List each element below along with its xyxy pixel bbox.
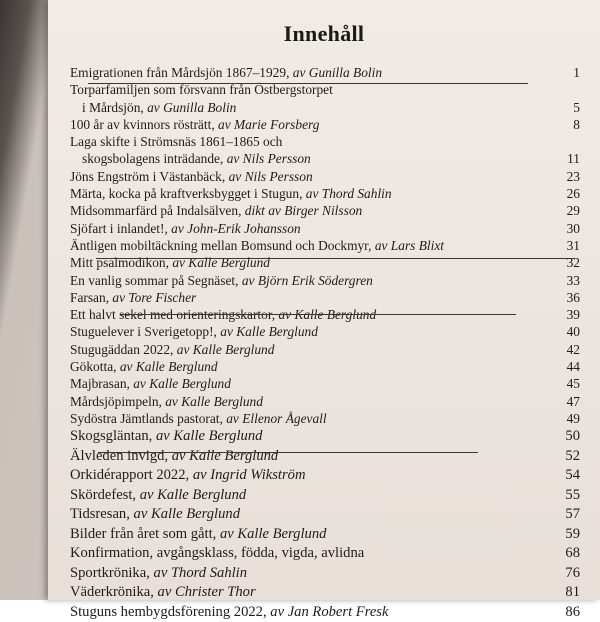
- toc-entry-title-continued: i Mårdsjön,: [82, 99, 144, 115]
- underline-rule: [98, 452, 478, 453]
- toc-entry-title: Sjöfart i inlandet!,: [70, 220, 168, 236]
- toc-entry: [70, 486, 580, 506]
- toc-entry: [70, 341, 580, 358]
- toc-page-number: 59: [565, 525, 580, 542]
- toc-page-number: 47: [566, 393, 580, 409]
- toc-entry-author: av Kalle Berglund: [133, 376, 231, 392]
- toc-page-number: 5: [573, 99, 580, 115]
- toc-page-number: 29: [566, 203, 580, 219]
- toc-entry-title: En vanlig sommar på Segnäset,: [70, 272, 239, 288]
- toc-page-number: 32: [566, 255, 580, 271]
- underline-rule: [88, 83, 528, 84]
- toc-entry: [70, 466, 580, 486]
- toc-entry-author: av Ellenor Ågevall: [226, 410, 327, 426]
- toc-page-number: 54: [565, 467, 580, 484]
- toc-entry: [70, 185, 580, 202]
- toc-entry-title: Orkidérapport 2022,: [70, 467, 190, 484]
- toc-entry: [70, 81, 580, 116]
- toc-entry: [70, 237, 580, 254]
- toc-entry: [70, 410, 580, 427]
- toc-page-number: 1: [573, 65, 580, 80]
- toc-page-number: 23: [566, 168, 580, 184]
- toc-entry-author: av Kalle Berglund: [133, 506, 240, 523]
- toc-entry: [70, 447, 580, 467]
- toc-entry-title: Bilder från året som gått,: [70, 525, 217, 542]
- toc-entry-author: av Kalle Berglund: [219, 525, 327, 542]
- toc-page-number: 31: [566, 237, 580, 253]
- toc-entry-title: Stuguelever i Sverigetopp!,: [70, 324, 217, 340]
- toc-page-number: 68: [565, 545, 580, 562]
- toc-entry-title: Stugugäddan 2022,: [70, 341, 174, 357]
- toc-page-number: 45: [566, 376, 580, 392]
- toc-entry-title: Mårdsjöpimpeln,: [70, 393, 162, 409]
- toc-entry: [70, 272, 580, 289]
- toc-entry-title: Skördefest,: [70, 486, 137, 503]
- toc-entry-author: av John-Erik Johansson: [171, 220, 301, 236]
- toc-entry: [70, 202, 580, 219]
- toc-entry-author: av Christer Thor: [157, 584, 256, 601]
- toc-entry-title: Konfirmation, avgångsklass, födda, vigda, avlidna: [70, 545, 365, 562]
- toc-entry-author: av Nils Persson: [228, 168, 313, 184]
- toc-page-number: 40: [566, 324, 580, 340]
- toc-entry-author: av Kalle Berglund: [278, 307, 377, 323]
- toc-entry: [70, 116, 580, 133]
- toc-page-number: 49: [566, 410, 580, 426]
- toc-entry: [70, 254, 580, 271]
- toc-entry-title: Jöns Engström i Västanbäck,: [70, 168, 226, 184]
- toc-entry-title: Torparfamiljen som försvann från Östbergstorpet: [70, 82, 333, 98]
- toc-entry-author: av Marie Forsberg: [218, 116, 320, 132]
- toc-entry: [70, 603, 580, 622]
- toc-entry-title: Skogsgläntan,: [70, 428, 153, 445]
- toc-entry-title: Ett halvt sekel med orienteringskartor,: [70, 307, 276, 323]
- toc-entry-author: av Nils Persson: [226, 151, 311, 167]
- toc-entry-title: Älvleden invigd,: [70, 447, 169, 464]
- toc-page-number: 86: [565, 603, 580, 620]
- toc-entry-author: av Gunilla Bolin: [292, 65, 383, 80]
- underline-rule: [120, 314, 516, 315]
- toc-entry-author: av Lars Blixt: [374, 237, 444, 253]
- toc-entry-title: Laga skifte i Strömsnäs 1861–1865 och: [70, 134, 283, 150]
- toc-entry-author: av Gunilla Bolin: [147, 99, 237, 115]
- toc-entry-author: av Kalle Berglund: [172, 255, 270, 271]
- toc-entry: [70, 323, 580, 340]
- toc-entry: [70, 393, 580, 410]
- toc-entry-title: Gökotta,: [70, 359, 117, 375]
- toc-entry-author: av Jan Robert Fresk: [270, 603, 389, 620]
- toc-entry: [70, 505, 580, 525]
- toc-entry-author: dikt av Birger Nilsson: [244, 203, 363, 219]
- toc-page-number: 50: [565, 428, 580, 445]
- toc-page-number: 39: [566, 307, 580, 323]
- toc-entry-title: 100 år av kvinnors rösträtt,: [70, 116, 215, 132]
- toc-entry: [70, 375, 580, 392]
- toc-entry-author: av Thord Sahlin: [153, 564, 248, 581]
- book-page: [48, 0, 600, 620]
- toc-page-number: 55: [565, 486, 580, 503]
- toc-entry-author: av Kalle Berglund: [119, 359, 218, 375]
- toc-page-number: 44: [566, 359, 580, 375]
- toc-page-number: 57: [565, 506, 580, 523]
- underline-rule: [96, 258, 574, 259]
- toc-page-number: 76: [565, 564, 580, 581]
- toc-page-number: 42: [566, 341, 580, 357]
- toc-page-number: 11: [567, 151, 580, 167]
- toc-entry: [70, 427, 580, 447]
- toc-page-number: 26: [566, 186, 580, 202]
- toc-entry-author: av Kalle Berglund: [139, 486, 247, 503]
- toc-entry-title: Mitt psalmodikon,: [70, 255, 169, 271]
- toc-entry-author: av Ingrid Wikström: [192, 467, 306, 484]
- toc-entry: [70, 564, 580, 584]
- toc-page-number: 8: [573, 116, 580, 132]
- toc-entry-author: av Kalle Berglund: [155, 428, 263, 445]
- toc-entry-title: Midsommarfärd på Indalsälven,: [70, 203, 242, 219]
- toc-entry-author: av Kalle Berglund: [171, 447, 279, 464]
- toc-page-number: 52: [565, 447, 580, 464]
- page-title: Innehåll: [283, 21, 365, 46]
- toc-page-number: 81: [565, 584, 580, 601]
- toc-entry-title: Stuguns hembygdsförening 2022,: [70, 603, 267, 620]
- table-of-contents: [70, 64, 580, 622]
- toc-entry: [70, 64, 580, 81]
- toc-entry-title-continued: skogsbolagens inträdande,: [82, 151, 224, 167]
- toc-entry-author: av Kalle Berglund: [165, 393, 263, 409]
- toc-entry-author: av Kalle Berglund: [220, 324, 318, 340]
- toc-entry: [70, 168, 580, 185]
- toc-entry: [70, 289, 580, 306]
- toc-entry-title: Farsan,: [70, 289, 110, 305]
- toc-entry-author: av Tore Fischer: [112, 289, 197, 305]
- toc-entry-title: Väderkrönika,: [70, 584, 154, 601]
- toc-entry-title: Äntligen mobiltäckning mellan Bomsund och Dockmyr,: [70, 237, 372, 253]
- toc-entry-continuation: [70, 150, 580, 167]
- toc-entry-title: Tidsresan,: [70, 506, 130, 523]
- toc-page-number: 33: [566, 272, 580, 288]
- toc-page-number: 36: [566, 289, 580, 305]
- toc-entry-author: av Björn Erik Södergren: [241, 272, 373, 288]
- toc-entry: [70, 358, 580, 375]
- toc-entry-continuation: [70, 99, 580, 116]
- toc-entry-title: Emigrationen från Mårdsjön 1867–1929,: [70, 65, 290, 80]
- toc-entry: [70, 133, 580, 168]
- toc-entry-title: Majbrasan,: [70, 376, 130, 392]
- toc-entry-author: av Thord Sahlin: [305, 186, 392, 202]
- toc-page-number: 30: [566, 220, 580, 236]
- toc-entry: [70, 583, 580, 603]
- toc-entry-author: av Kalle Berglund: [176, 341, 275, 357]
- toc-entry-title: Märta, kocka på kraftverksbygget i Stugun,: [70, 186, 303, 202]
- toc-entry: [70, 544, 580, 564]
- toc-entry-title: Sportkrönika,: [70, 564, 150, 581]
- toc-entry: [70, 220, 580, 237]
- toc-entry-title: Sydöstra Jämtlands pastorat,: [70, 410, 223, 426]
- toc-entry: [70, 525, 580, 545]
